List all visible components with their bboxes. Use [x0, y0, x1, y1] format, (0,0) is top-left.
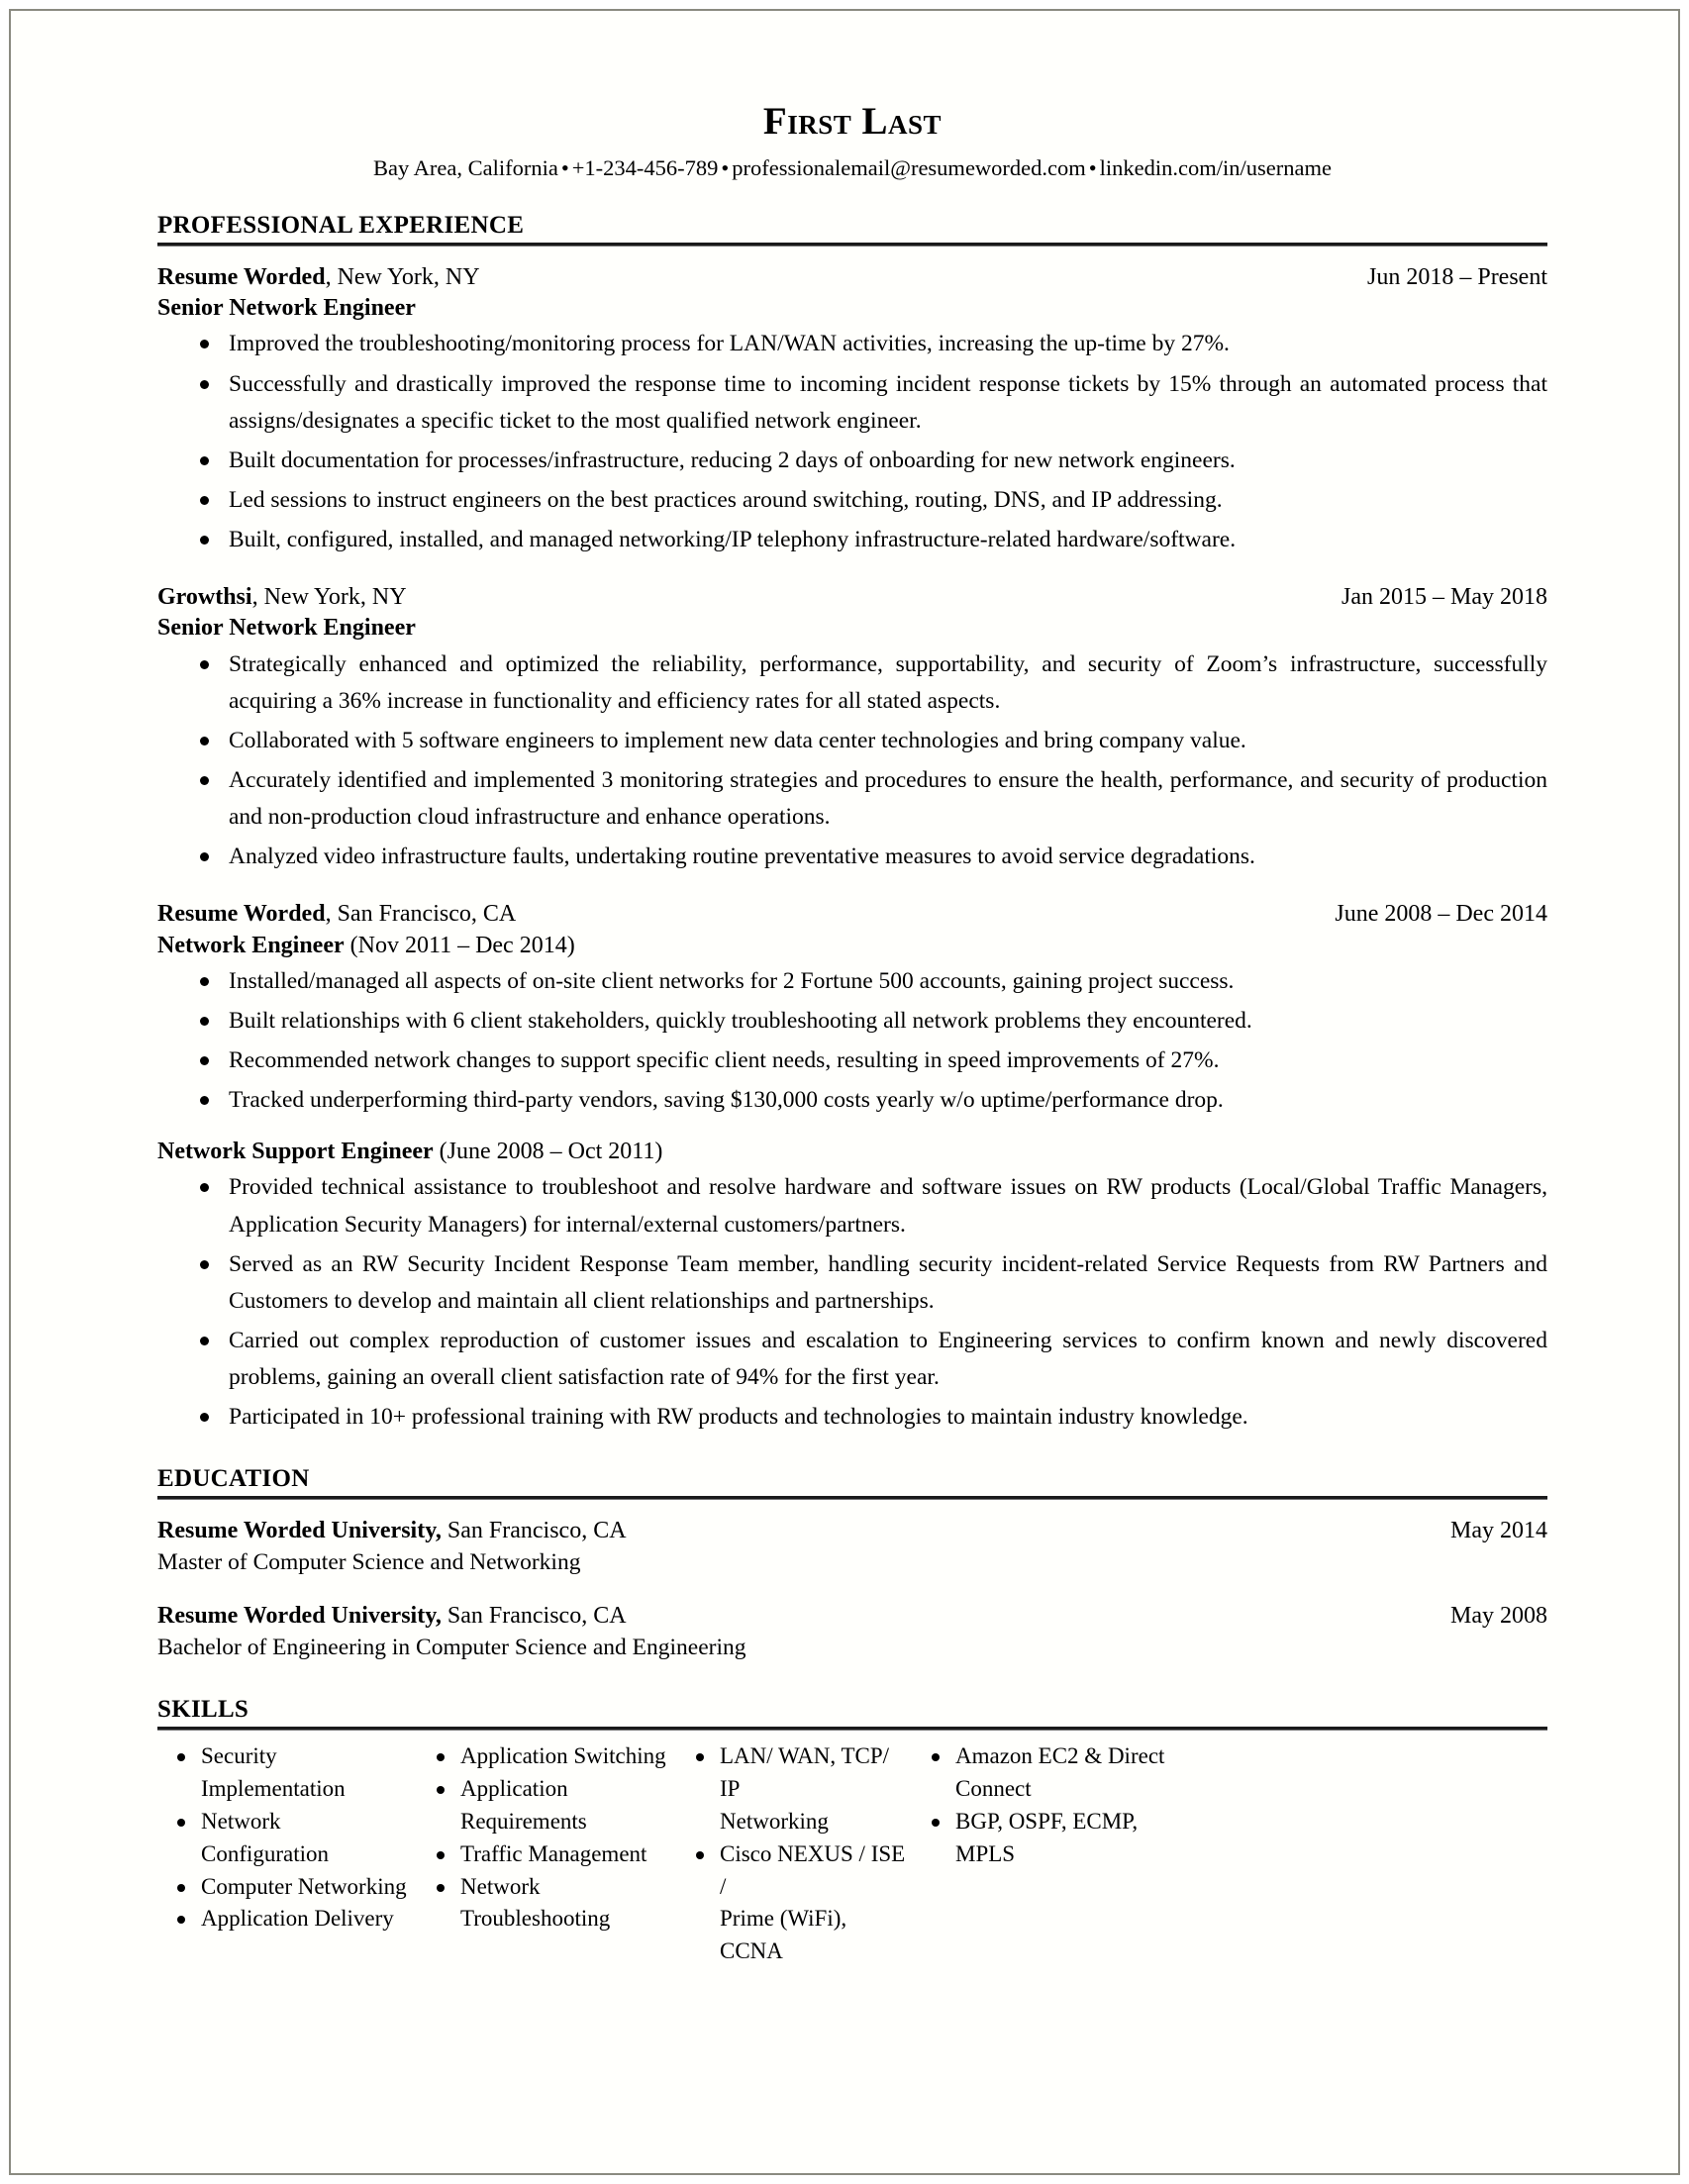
experience-dates: Jan 2015 – May 2018 [1341, 584, 1547, 611]
page-title: First Last [762, 100, 943, 143]
experience-bullet-list [157, 326, 1547, 558]
list-item: Built relationships with 6 client stakeholders, quickly troubleshooting all network problems they encountered. [157, 1003, 1547, 1040]
list-item: Cisco NEXUS / ISE / [676, 1838, 908, 1904]
school-location: San Francisco, CA [441, 1603, 627, 1630]
resume-sheet [11, 11, 1678, 2173]
contact-email[interactable]: professionalemail@resumeworded.com [732, 154, 1086, 180]
education-school-location [157, 1601, 627, 1632]
education-school-line [157, 1516, 1547, 1546]
experience-job-title [157, 293, 1547, 324]
list-item-continuation: Connect [955, 1775, 1032, 1801]
list-item-continuation: Networking [720, 1808, 829, 1834]
section-education [157, 1465, 1547, 1664]
experience-job-title [157, 613, 1547, 644]
list-item: Led sessions to instruct engineers on the best practices around switching, routing, DNS, and IP addressing. [157, 482, 1547, 519]
contact-phone: +1-234-456-789 [571, 154, 719, 180]
list-item: Recommended network changes to support specific client needs, resulting in speed improvements of 27%. [157, 1042, 1547, 1079]
company-name: Growthsi [157, 584, 252, 611]
section-heading-education: EDUCATION [157, 1465, 310, 1493]
experience-job-title [157, 1137, 1547, 1167]
section-skills [157, 1696, 1547, 1968]
list-item: Successfully and drastically improved the response time to incoming incident response tickets by 15% through an automated process that assigns/designates a specific ticket to the most qualified network engineer. [157, 366, 1547, 440]
experience-bullet-list [157, 646, 1547, 876]
job-title-dates: (June 2008 – Oct 2011) [433, 1139, 663, 1165]
skills-grid [157, 1740, 1547, 1968]
list-item: Built, configured, installed, and managed networking/IP telephony infrastructure-related hardware/software. [157, 522, 1547, 558]
list-item: Tracked underperforming third-party vendors, saving $130,000 costs yearly w/o uptime/performance drop. [157, 1082, 1547, 1119]
list-item: Application Delivery [157, 1903, 413, 1936]
section-heading-skills: SKILLS [157, 1696, 249, 1724]
section-heading-experience: PROFESSIONAL EXPERIENCE [157, 212, 525, 240]
contact-line [157, 154, 1547, 182]
list-item: Accurately identified and implemented 3 monitoring strategies and procedures to ensure the health, performance, and security of production and non-production cloud infrastructure and enhance operations. [157, 762, 1547, 836]
experience-bullet-list [157, 963, 1547, 1120]
experience-entry [157, 899, 1547, 1436]
experience-job-title [157, 931, 1547, 961]
education-entry [157, 1516, 1547, 1579]
resume-page [9, 9, 1680, 2175]
job-title-dates: (Nov 2011 – Dec 2014) [344, 932, 575, 958]
list-item: Collaborated with 5 software engineers to implement new data center technologies and bring company value. [157, 723, 1547, 759]
skills-column [417, 1740, 676, 1968]
list-item: Network Troubleshooting [417, 1871, 672, 1936]
experience-subrole [157, 1137, 1547, 1436]
list-item-continuation: Prime (WiFi), CCNA [720, 1906, 847, 1964]
experience-bullet-list [157, 1169, 1547, 1436]
section-divider-skills [157, 1727, 1547, 1731]
company-location: , New York, NY [325, 264, 480, 291]
experience-company-line [157, 582, 1547, 613]
education-school-line [157, 1601, 1547, 1632]
section-divider-education [157, 1496, 1547, 1500]
experience-company-location [157, 262, 480, 293]
skills-column [912, 1740, 1547, 1968]
education-date: May 2008 [1450, 1603, 1547, 1630]
company-name: Resume Worded [157, 264, 326, 291]
school-name: Resume Worded University, [157, 1603, 442, 1630]
list-item: Participated in 10+ professional training with RW products and technologies to maintain industry knowledge. [157, 1399, 1547, 1436]
company-location: , New York, NY [251, 584, 407, 611]
education-school-location [157, 1516, 627, 1546]
contact-linkedin[interactable]: linkedin.com/in/username [1099, 154, 1332, 180]
list-item: Carried out complex reproduction of customer issues and escalation to Engineering services to confirm known and newly discovered problems, gaining an overall client satisfaction rate of 94% for the first year. [157, 1323, 1547, 1396]
experience-company-line [157, 262, 1547, 293]
list-item: Installed/managed all aspects of on-site client networks for 2 Fortune 500 accounts, gaining project success. [157, 963, 1547, 1000]
contact-separator-1: • [560, 154, 569, 180]
education-date: May 2014 [1450, 1518, 1547, 1544]
experience-dates: June 2008 – Dec 2014 [1335, 901, 1547, 928]
education-entry [157, 1601, 1547, 1664]
section-divider-experience [157, 243, 1547, 247]
company-name: Resume Worded [157, 901, 326, 928]
list-item: Application Requirements [417, 1773, 672, 1838]
list-item: Built documentation for processes/infrastructure, reducing 2 days of onboarding for new network engineers. [157, 443, 1547, 479]
contact-location: Bay Area, California [373, 154, 558, 180]
experience-entry [157, 262, 1547, 558]
experience-company-location [157, 582, 407, 613]
list-item: Provided technical assistance to troubleshoot and resolve hardware and software issues on RW products (Local/Global Traffic Managers, Application Security Managers) for internal/external customers/partners. [157, 1169, 1547, 1242]
job-title-text: Network Engineer [157, 932, 345, 958]
list-item: Security Implementation [157, 1740, 413, 1806]
list-item: Network Configuration [157, 1806, 413, 1871]
list-item: Analyzed video infrastructure faults, undertaking routine preventative measures to avoid service degradations. [157, 839, 1547, 875]
list-item: Amazon EC2 & Direct [912, 1740, 1543, 1773]
experience-company-location [157, 899, 516, 930]
list-item: BGP, OSPF, ECMP, [912, 1806, 1543, 1838]
skills-column [676, 1740, 912, 1968]
education-degree: Bachelor of Engineering in Computer Science and Engineering [157, 1635, 746, 1661]
education-degree: Master of Computer Science and Networking [157, 1549, 581, 1576]
section-professional-experience [157, 212, 1547, 1436]
job-title-text: Network Support Engineer [157, 1139, 434, 1165]
list-item: Served as an RW Security Incident Response Team member, handling security incident-related Service Requests from RW Partners and Customers to develop and maintain all client relationships and partnerships. [157, 1246, 1547, 1320]
list-item: Improved the troubleshooting/monitoring process for LAN/WAN activities, increasing the up-time by 27%. [157, 326, 1547, 362]
job-title-text: Senior Network Engineer [157, 295, 416, 322]
job-title-text: Senior Network Engineer [157, 615, 416, 642]
contact-separator-3: • [1088, 154, 1097, 180]
experience-entry [157, 582, 1547, 875]
list-item: LAN/ WAN, TCP/ IP [676, 1740, 908, 1806]
list-item-continuation: MPLS [955, 1840, 1016, 1866]
experience-dates: Jun 2018 – Present [1367, 264, 1547, 291]
list-item: Strategically enhanced and optimized the reliability, performance, supportability, and security of Zoom’s infrastructure, successfully acquiring a 36% increase in functionality and efficiency rates for all stated aspects. [157, 646, 1547, 720]
list-item: Application Switching [417, 1740, 672, 1773]
contact-separator-2: • [721, 154, 730, 180]
list-item: Computer Networking [157, 1871, 413, 1904]
skills-column [157, 1740, 417, 1968]
school-name: Resume Worded University, [157, 1518, 442, 1544]
company-location: , San Francisco, CA [325, 901, 517, 928]
experience-company-line [157, 899, 1547, 930]
list-item: Traffic Management [417, 1838, 672, 1871]
school-location: San Francisco, CA [441, 1518, 627, 1544]
